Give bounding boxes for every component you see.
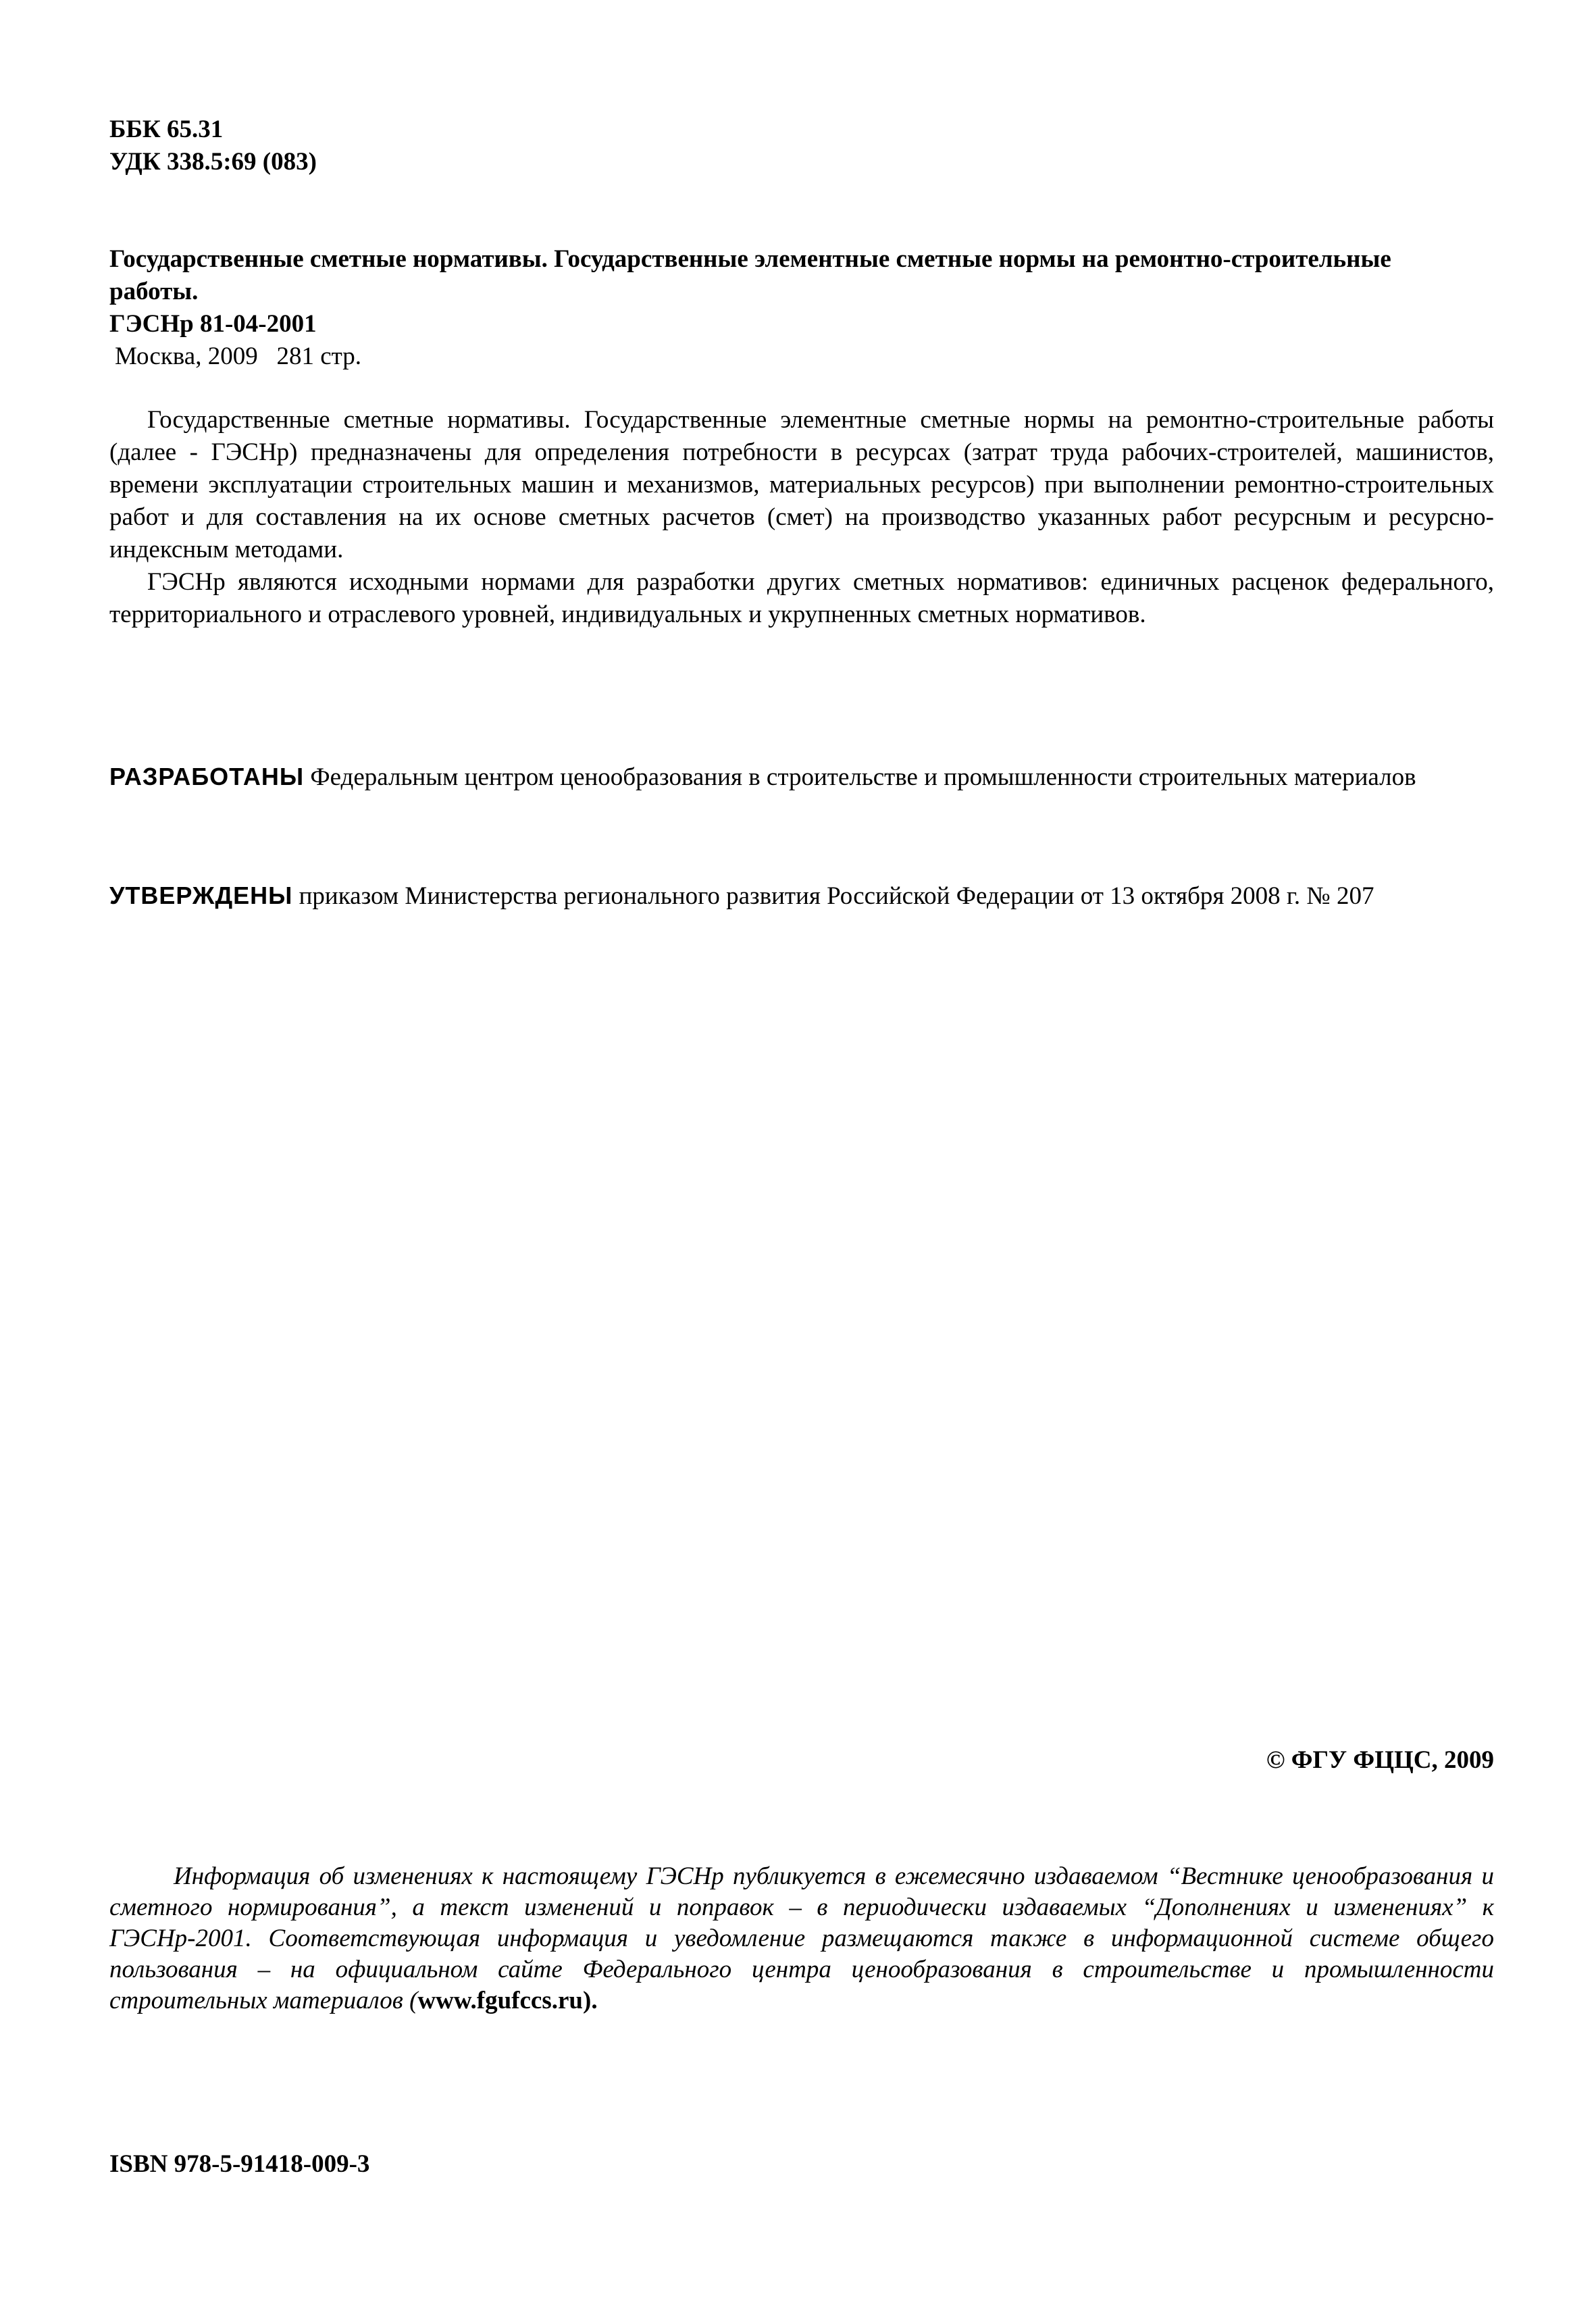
bibliographic-codes: [109, 113, 1494, 178]
website-link[interactable]: www.fgufccs.ru: [417, 1987, 583, 2014]
developed-text: Федеральным центром ценообразования в строительстве и промышленности строительных материалов: [304, 763, 1416, 791]
document-title: Государственные сметные нормативы. Государственные элементные сметные нормы на ремонтно-строительные работы.: [109, 245, 1391, 305]
notice-paragraph: [109, 1861, 1494, 2016]
developed-label: РАЗРАБОТАНЫ: [109, 763, 305, 790]
copyright: © ФГУ ФЦЦС, 2009: [1266, 1746, 1494, 1774]
udk-code: УДК 338.5:69 (083): [109, 148, 317, 176]
abstract-paragraph-1: Государственные сметные нормативы. Государственные элементные сметные нормы на ремонтно-строительные работы (далее - ГЭСНр) предназначены для определения потребности в ресурсах (затрат труда рабочих-строителей, машинистов, времени эксплуатации строительных машин и механизмов, материальных ресурсов) при выполнении ремонтно-строительных работ и для составления на их основе сметных расчетов (смет) на производство указанных работ ресурсным и ресурсно-индексным методами.: [109, 406, 1494, 563]
document-code: ГЭСНр 81-04-2001: [109, 310, 317, 338]
imprint: Москва, 2009 281 стр.: [115, 342, 361, 370]
changes-notice: [109, 1861, 1494, 2016]
developed-by: [109, 761, 1494, 794]
approved-by: [109, 880, 1494, 913]
notice-closing: ).: [583, 1987, 598, 2014]
notice-text: Информация об изменениях к настоящему ГЭСНр публикуется в ежемесячно издаваемом “Вестнике ценообразования и сметного нормирования”, а текст изменений и поправок – в периодически издаваемых “Дополнениях и изменениях” к ГЭСНр-2001. Соответствующая информация и уведомление размещаются также в информационной системе общего пользования – на официальном сайте Федерального центра ценообразования в строительстве и промышленности строительных материалов (: [109, 1862, 1494, 2014]
isbn: ISBN 978-5-91418-009-3: [109, 2150, 370, 2178]
abstract: [109, 404, 1494, 631]
abstract-paragraph-2: ГЭСНр являются исходными нормами для разработки других сметных нормативов: единичных расценок федерального, территориального и отраслевого уровней, индивидуальных и укрупненных сметных нормативов.: [109, 568, 1494, 628]
approved-label: УТВЕРЖДЕНЫ: [109, 882, 293, 909]
bbk-code: ББК 65.31: [109, 116, 224, 143]
title-block: [109, 243, 1494, 373]
approved-text: приказом Министерства регионального развития Российской Федерации от 13 октября 2008 г. № 207: [292, 882, 1374, 910]
